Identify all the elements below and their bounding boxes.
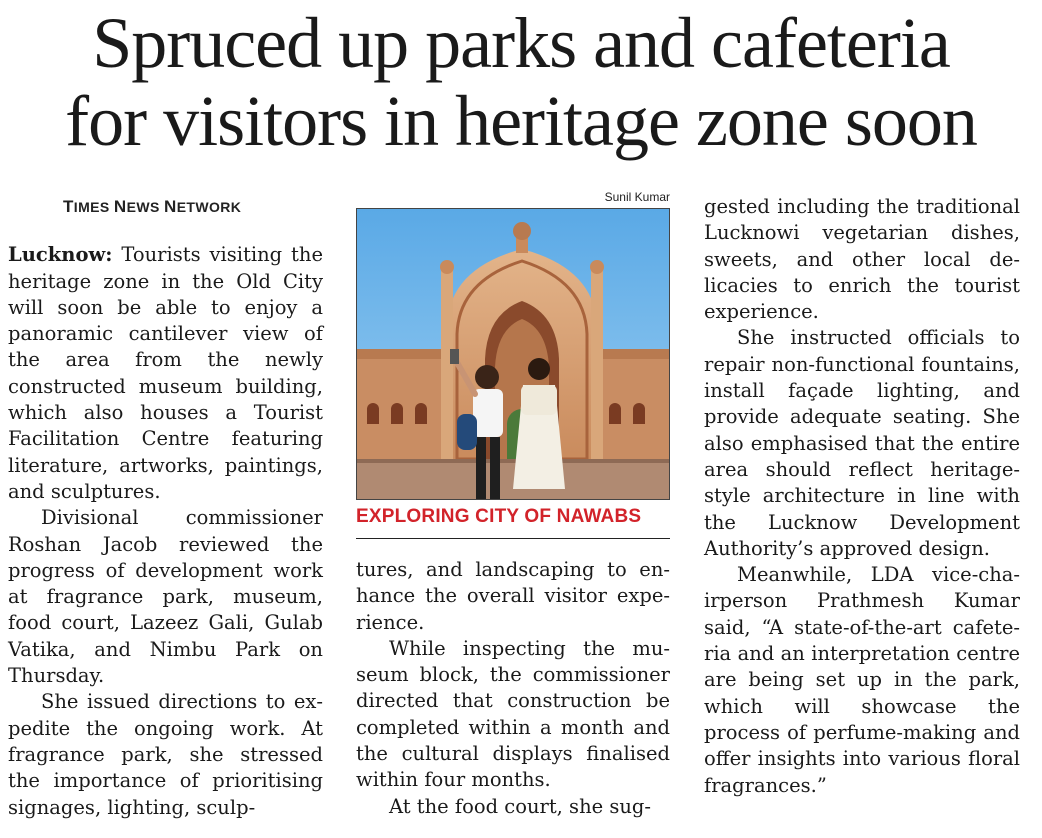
article-paragraph: At the food court, she sug-: [389, 794, 652, 818]
byline: [63, 194, 323, 220]
photo-credit: Sunil Kumar: [604, 190, 670, 204]
paragraph-text: Tourists visiting the heritage zone in the Old City will soon be able to enjoy a panoramic cantilever view of the area from the newly constructed museum building, which also houses a Tourist Facilitation Centre featuring literature, artworks, paintings, and sculptures.: [8, 243, 323, 503]
article-paragraph: [8, 242, 323, 505]
article-paragraph: tures, and landscaping to enhance the overall visitor experience.: [356, 558, 670, 634]
headline: [0, 4, 1042, 160]
article-paragraph: gested including the traditional Lucknowi vegetarian dishes, sweets, and other local delicacies to enrich the tourist experience.: [704, 195, 1020, 324]
news-photo: [356, 208, 670, 500]
rumi-darwaza-photo-illustration: [357, 209, 670, 500]
byline-text: TIMES NEWS NETWORK: [63, 197, 242, 216]
dateline: Lucknow:: [8, 243, 113, 267]
article-paragraph: Meanwhile, LDA vice-chairperson Prathmesh Kumar said, “A state-of-the-art cafeteria and an interpretation centre are being set up in the park, which will showcase the process of perfume-making and offer insights into various floral fragrances.”: [704, 563, 1020, 797]
article-paragraph: She instructed officials to repair non-functional fountains, install façade lighting, and provide adequate seating. She also emphasised that the entire area should reflect heritage-style architecture in line with the Lucknow Development Authority’s approved design.: [704, 326, 1020, 560]
article-paragraph: While inspecting the museum block, the commissioner directed that construction be completed within a month and the cultural displays finalised within four months.: [356, 636, 670, 792]
article-paragraph: She issued directions to expedite the ongoing work. At fragrance park, she stressed the importance of prioritising signages, lighting, sculp-: [8, 690, 323, 819]
article-column-3: [704, 194, 1020, 799]
article-column-1: [8, 190, 323, 821]
headline-line-1: Spruced up parks and cafeteria: [92, 3, 950, 83]
photo-caption: EXPLORING CITY OF NAWABS: [356, 506, 642, 527]
article-column-2: [356, 557, 670, 820]
article-paragraph: Divisional commissioner Roshan Jacob reviewed the progress of development work at fragrance park, museum, food court, Lazeez Gali, Gulab Vatika, and Nimbu Park on Thursday.: [8, 506, 323, 688]
headline-line-2: for visitors in heritage zone soon: [65, 81, 977, 161]
caption-divider: [356, 538, 670, 539]
